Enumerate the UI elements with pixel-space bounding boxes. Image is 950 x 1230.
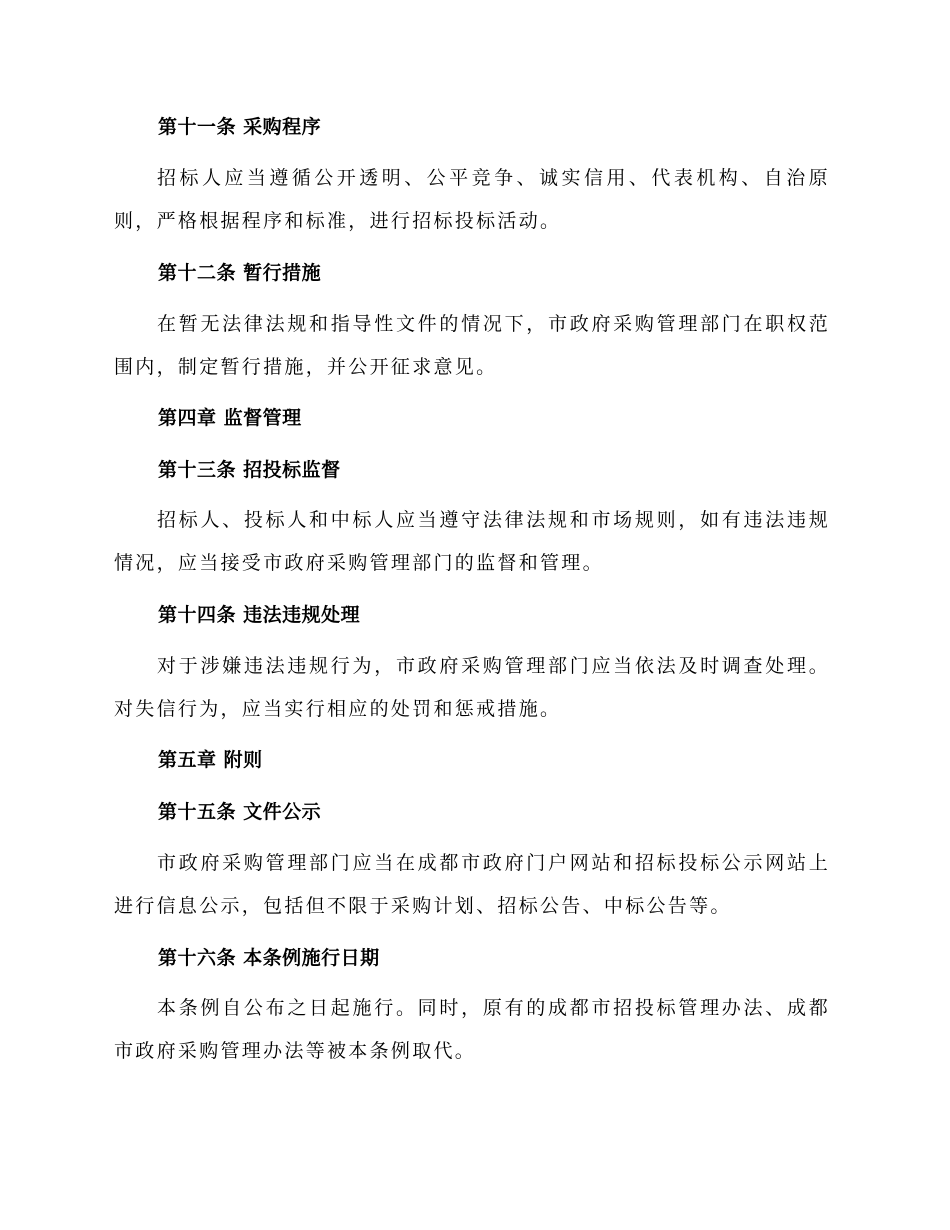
article-15-paragraph: 市政府采购管理部门应当在成都市政府门户网站和招标投标公示网站上进行信息公示，包括但不限于采购计划、招标公告、中标公告等。 [114,852,830,917]
article-15-heading: 第十五条 文件公示 [158,801,322,823]
article-16-heading: 第十六条 本条例施行日期 [158,947,380,969]
article-12-heading: 第十二条 暂行措施 [158,262,322,284]
article-14-heading: 第十四条 违法违规处理 [158,604,361,626]
article-16-paragraph: 本条例自公布之日起施行。同时，原有的成都市招投标管理办法、成都市政府采购管理办法等被本条例取代。 [114,997,830,1062]
article-12-paragraph: 在暂无法律法规和指导性文件的情况下，市政府采购管理部门在职权范围内，制定暂行措施，并公开征求意见。 [114,313,830,378]
chapter-5-heading: 第五章 附则 [158,749,263,771]
article-14-paragraph: 对于涉嫌违法违规行为，市政府采购管理部门应当依法及时调查处理。对失信行为，应当实行相应的处罚和惩戒措施。 [114,655,830,720]
article-13-paragraph: 招标人、投标人和中标人应当遵守法律法规和市场规则，如有违法违规情况，应当接受市政府采购管理部门的监督和管理。 [114,509,830,574]
chapter-4-heading: 第四章 监督管理 [158,407,302,429]
article-11-paragraph: 招标人应当遵循公开透明、公平竞争、诚实信用、代表机构、自治原则，严格根据程序和标准，进行招标投标活动。 [114,167,830,232]
article-11-heading: 第十一条 采购程序 [158,116,322,138]
article-13-heading: 第十三条 招投标监督 [158,459,341,481]
